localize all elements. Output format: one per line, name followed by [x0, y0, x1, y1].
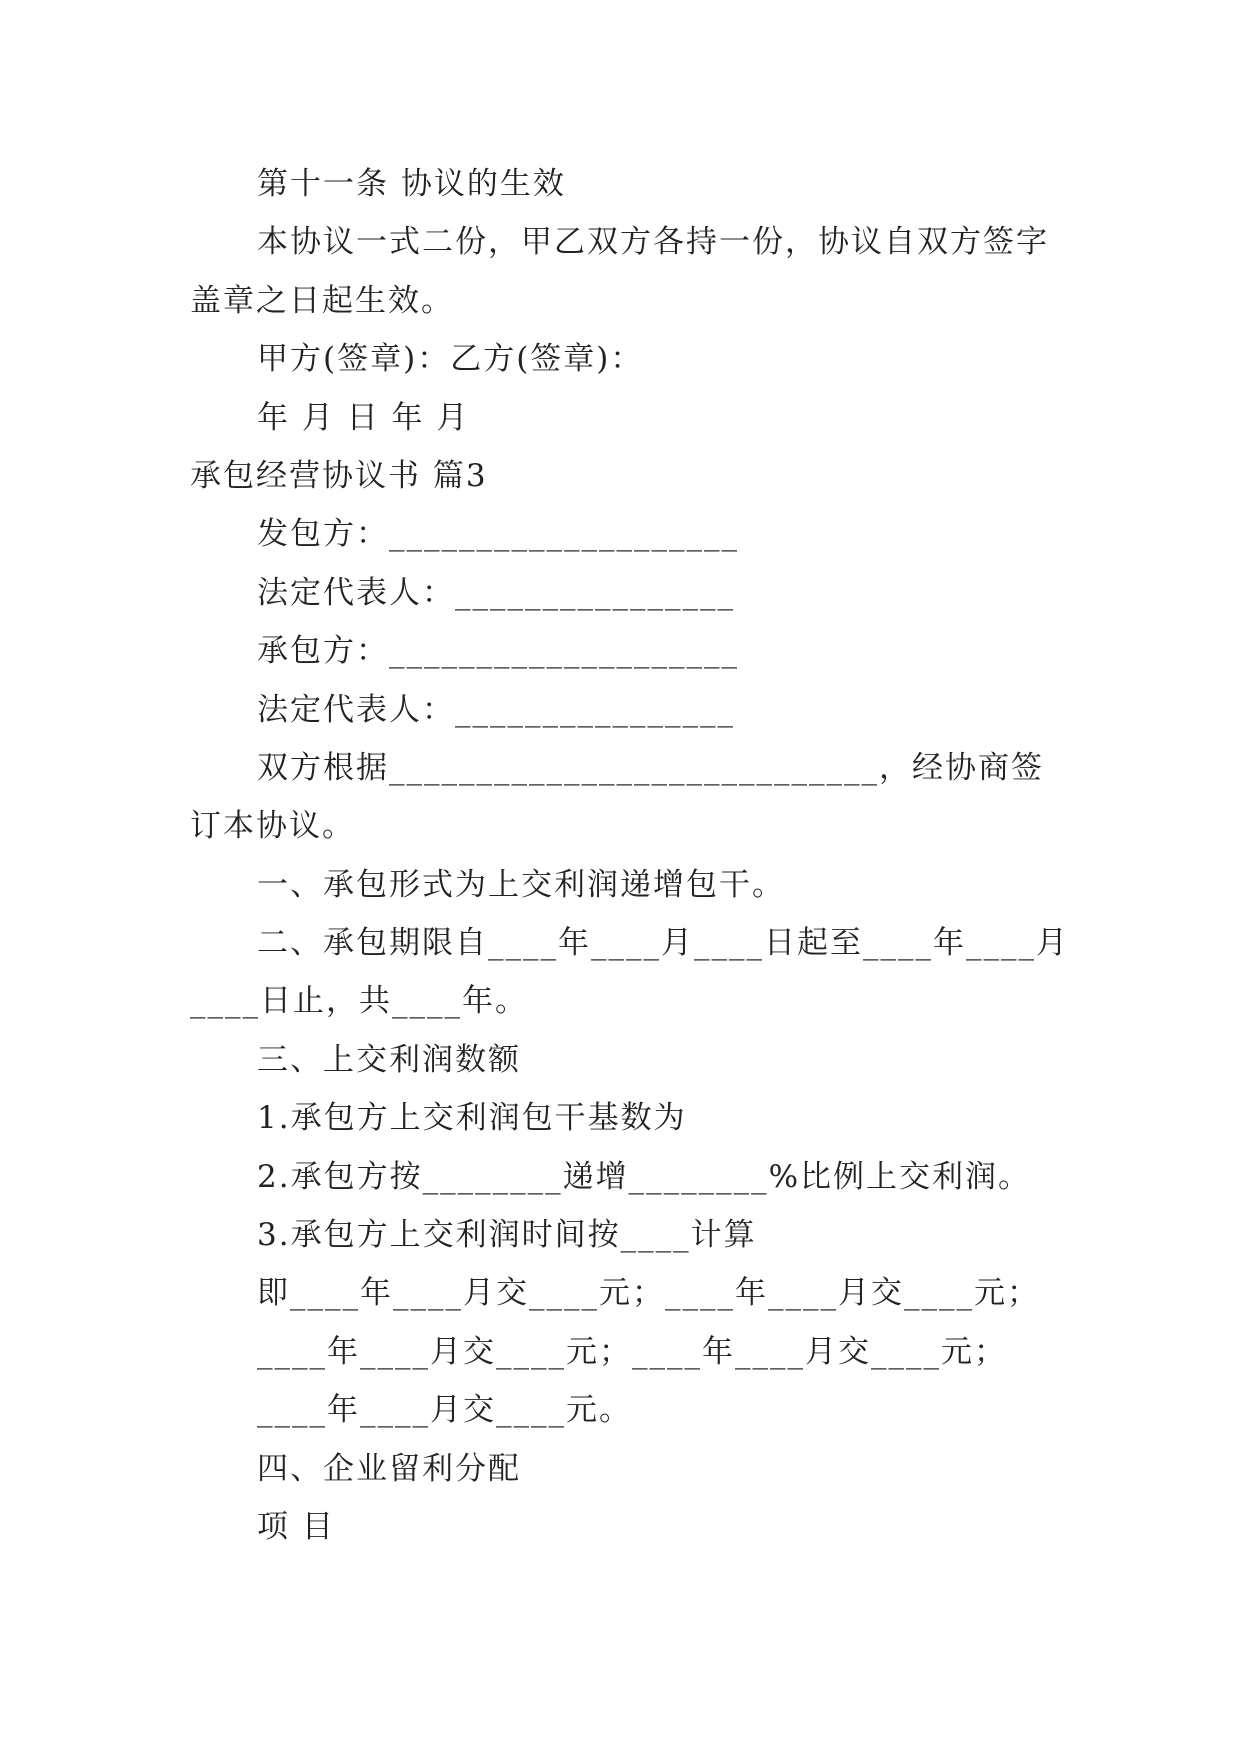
section-item: 二、承包期限自____年____月____日起至____年____月 — [257, 925, 1069, 962]
document-title: 承包经营协议书 篇3 — [190, 457, 488, 494]
paragraph-line: ____日止，共____年。 — [190, 983, 528, 1020]
paragraph-line: 订本协议。 — [190, 808, 355, 845]
payment-schedule-line: ____年____月交____元。 — [257, 1392, 632, 1429]
paragraph-line: 盖章之日起生效。 — [190, 282, 454, 319]
date-line: 年 月 日 年 月 — [257, 399, 470, 436]
payment-schedule-line: ____年____月交____元；____年____月交____元； — [257, 1333, 1007, 1370]
table-label: 项 目 — [257, 1508, 335, 1545]
party-field: 法定代表人：________________ — [257, 691, 735, 728]
paragraph-line: 双方根据____________________________，经协商签 — [257, 749, 1044, 786]
paragraph-line: 本协议一式二份，甲乙双方各持一份，协议自双方签字 — [257, 224, 1049, 261]
party-field: 承包方：____________________ — [257, 633, 739, 670]
section-item: 一、承包形式为上交利润递增包干。 — [257, 866, 785, 903]
party-field: 发包方：____________________ — [257, 516, 739, 553]
sub-item: 1.承包方上交利润包干基数为 — [257, 1100, 687, 1137]
clause-heading: 第十一条 协议的生效 — [257, 166, 566, 202]
document-body — [0, 155, 1241, 1556]
signature-line: 甲方(签章)：乙方(签章)： — [257, 341, 644, 378]
party-field: 法定代表人：________________ — [257, 574, 735, 611]
section-heading: 四、企业留利分配 — [257, 1450, 521, 1487]
payment-schedule-line: 即____年____月交____元；____年____月交____元； — [257, 1275, 1040, 1312]
sub-item: 2.承包方按________递增________%比例上交利润。 — [257, 1158, 1032, 1195]
section-heading: 三、上交利润数额 — [257, 1041, 521, 1078]
sub-item: 3.承包方上交利润时间按____计算 — [257, 1217, 757, 1254]
